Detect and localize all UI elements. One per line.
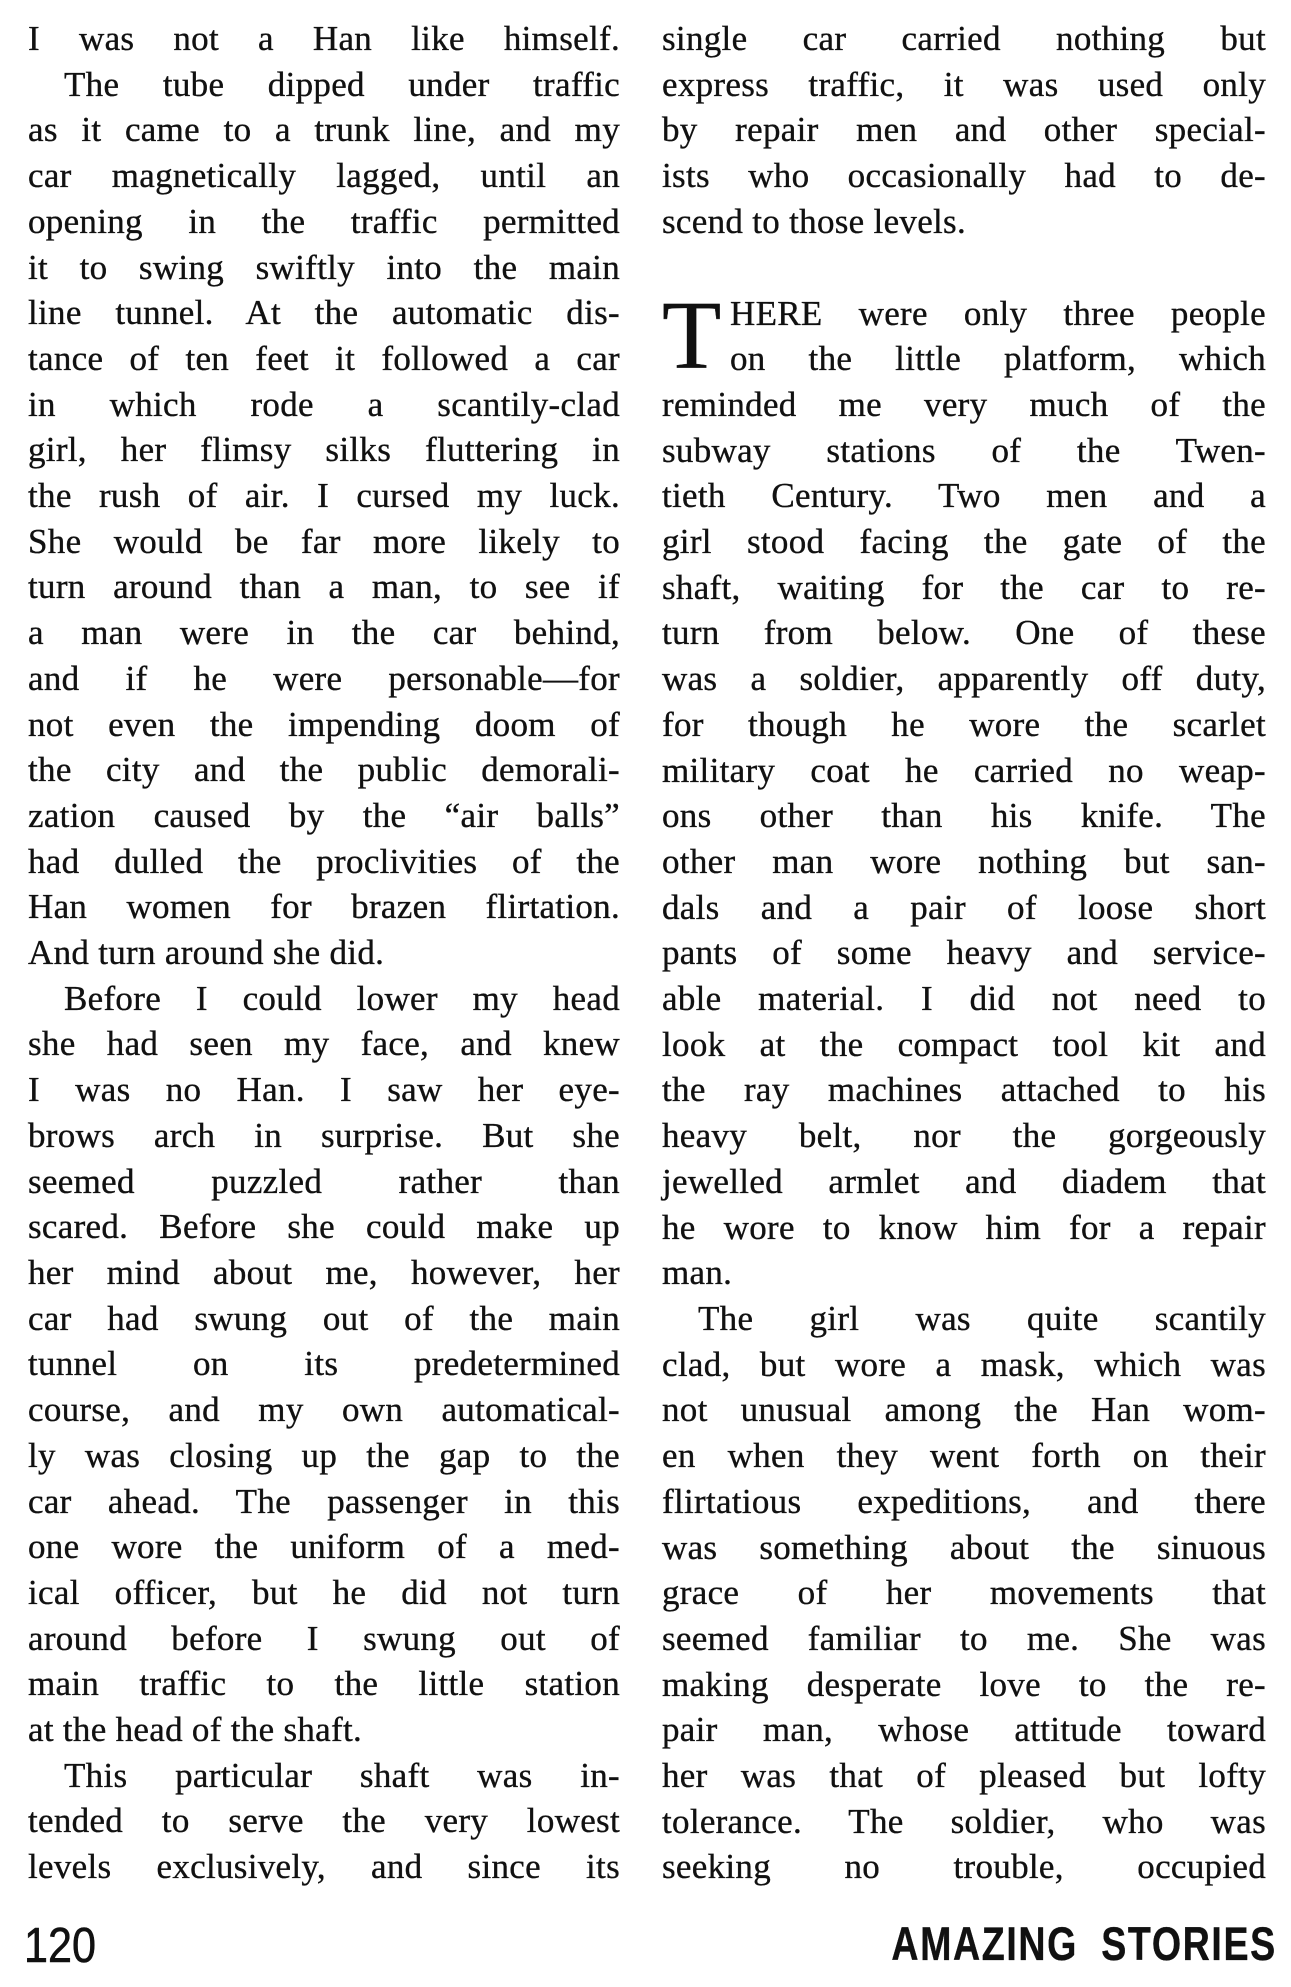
text-line: the city and the public demorali- (28, 750, 620, 790)
text-line: This particular shaft was in- (64, 1755, 620, 1795)
text-line: it to swing swiftly into the main (28, 247, 620, 287)
text-line: he wore to know him for a repair (662, 1207, 1266, 1247)
text-line: her was that of pleased but lofty (662, 1756, 1266, 1796)
text-line: look at the compact tool kit and (662, 1024, 1266, 1064)
text-line: her mind about me, however, her (28, 1252, 620, 1292)
text-line: as it came to a trunk line, and my (28, 110, 620, 150)
text-column-left (28, 16, 620, 1890)
text-line: she had seen my face, and knew (28, 1024, 620, 1064)
paragraph (28, 16, 620, 62)
text-line: had dulled the proclivities of the (28, 841, 620, 881)
text-line: turn around than a man, to see if (28, 567, 620, 607)
text-line: levels exclusively, and since its (28, 1847, 620, 1887)
text-line: Before I could lower my head (64, 978, 620, 1018)
text-line: around before I swung out of (28, 1618, 620, 1658)
text-line: scared. Before she could make up (28, 1207, 620, 1247)
text-line: in which rode a scantily-clad (28, 384, 620, 424)
text-line: dals and a pair of loose short (662, 887, 1266, 927)
text-line: not even the impending doom of (28, 704, 620, 744)
text-line: seemed familiar to me. She was (662, 1618, 1266, 1658)
text-line: HERE were only three people (730, 293, 1266, 333)
text-line: scend to those levels. (662, 201, 967, 241)
text-line: girl stood facing the gate of the (662, 522, 1266, 562)
text-line: on the little platform, which (730, 339, 1266, 379)
magazine-title: AMAZING STORIES (891, 1917, 1277, 1970)
text-line: She would be far more likely to (28, 521, 620, 561)
text-line: And turn around she did. (28, 933, 385, 973)
text-line: the rush of air. I cursed my luck. (28, 476, 620, 516)
text-line: grace of her movements that (662, 1573, 1266, 1613)
text-line: I was no Han. I saw her eye- (28, 1070, 620, 1110)
text-line: for though he wore the scarlet (662, 704, 1266, 744)
text-line: seeking no trouble, occupied (662, 1847, 1266, 1887)
text-line: was something about the sinuous (662, 1527, 1266, 1567)
text-line: jewelled armlet and diadem that (662, 1161, 1266, 1201)
text-line: not unusual among the Han wom- (662, 1390, 1266, 1430)
text-line: car magnetically lagged, until an (28, 156, 620, 196)
text-line: shaft, waiting for the car to re- (662, 567, 1266, 607)
text-line: ons other than his knife. The (662, 796, 1266, 836)
text-line: tieth Century. Two men and a (662, 476, 1266, 516)
text-line: express traffic, it was used only (662, 64, 1266, 104)
text-line: by repair men and other special- (662, 110, 1266, 150)
text-line: car had swung out of the main (28, 1298, 620, 1338)
text-line: and if he were personable—for (28, 658, 620, 698)
text-line: The girl was quite scantily (698, 1298, 1266, 1338)
text-line: able material. I did not need to (662, 979, 1266, 1019)
text-line: car ahead. The passenger in this (28, 1481, 620, 1521)
text-line: man. (662, 1253, 733, 1293)
text-line: main traffic to the little station (28, 1664, 620, 1704)
text-line: pants of some heavy and service- (662, 933, 1266, 973)
text-line: ists who occasionally had to de- (662, 156, 1266, 196)
text-line: single car carried nothing but (662, 19, 1266, 58)
text-line: was a soldier, apparently off duty, (662, 659, 1266, 699)
text-line: tunnel on its predetermined (28, 1344, 620, 1384)
text-line: seemed puzzled rather than (28, 1161, 620, 1201)
paragraph (662, 281, 1266, 1296)
text-line: tended to serve the very lowest (28, 1801, 620, 1841)
text-line: military coat he carried no weap- (662, 750, 1266, 790)
paragraph (28, 62, 620, 976)
text-line: one wore the uniform of a med- (28, 1527, 620, 1567)
text-line: en when they went forth on their (662, 1436, 1266, 1476)
text-column-right (662, 16, 1266, 1890)
paragraph (662, 1296, 1266, 1890)
text-line: subway stations of the Twen- (662, 430, 1266, 470)
text-line: clad, but wore a mask, which was (662, 1344, 1266, 1384)
paragraph (662, 16, 1266, 245)
text-line: tance of ten feet it followed a car (28, 338, 620, 378)
text-line: ly was closing up the gap to the (28, 1435, 620, 1475)
text-line: I was not a Han like himself. (28, 19, 620, 58)
text-line: a man were in the car behind, (28, 613, 620, 653)
text-line: the ray machines attached to his (662, 1070, 1266, 1110)
text-line: Han women for brazen flirtation. (28, 887, 620, 927)
paragraph (28, 976, 620, 1753)
text-line: making desperate love to the re- (662, 1664, 1266, 1704)
text-line: course, and my own automatical- (28, 1390, 620, 1430)
page-number: 120 (24, 1919, 96, 1973)
text-line: pair man, whose attitude toward (662, 1710, 1266, 1750)
text-line: zation caused by the “air balls” (28, 795, 620, 835)
text-line: line tunnel. At the automatic dis- (28, 293, 620, 333)
text-line: The tube dipped under traffic (64, 64, 620, 104)
text-line: other man wore nothing but san- (662, 841, 1266, 881)
paragraph (28, 1753, 620, 1890)
text-line: reminded me very much of the (662, 384, 1266, 424)
text-line: ical officer, but he did not turn (28, 1572, 620, 1612)
drop-cap-letter: T (662, 281, 722, 389)
text-line: at the head of the shaft. (28, 1710, 363, 1750)
text-line: brows arch in surprise. But she (28, 1115, 620, 1155)
text-line: flirtatious expeditions, and there (662, 1481, 1266, 1521)
text-line: girl, her flimsy silks fluttering in (28, 430, 620, 470)
text-line: turn from below. One of these (662, 613, 1266, 653)
text-line: heavy belt, nor the gorgeously (662, 1116, 1266, 1156)
text-line: opening in the traffic permitted (28, 201, 620, 241)
text-line: tolerance. The soldier, who was (662, 1801, 1266, 1841)
